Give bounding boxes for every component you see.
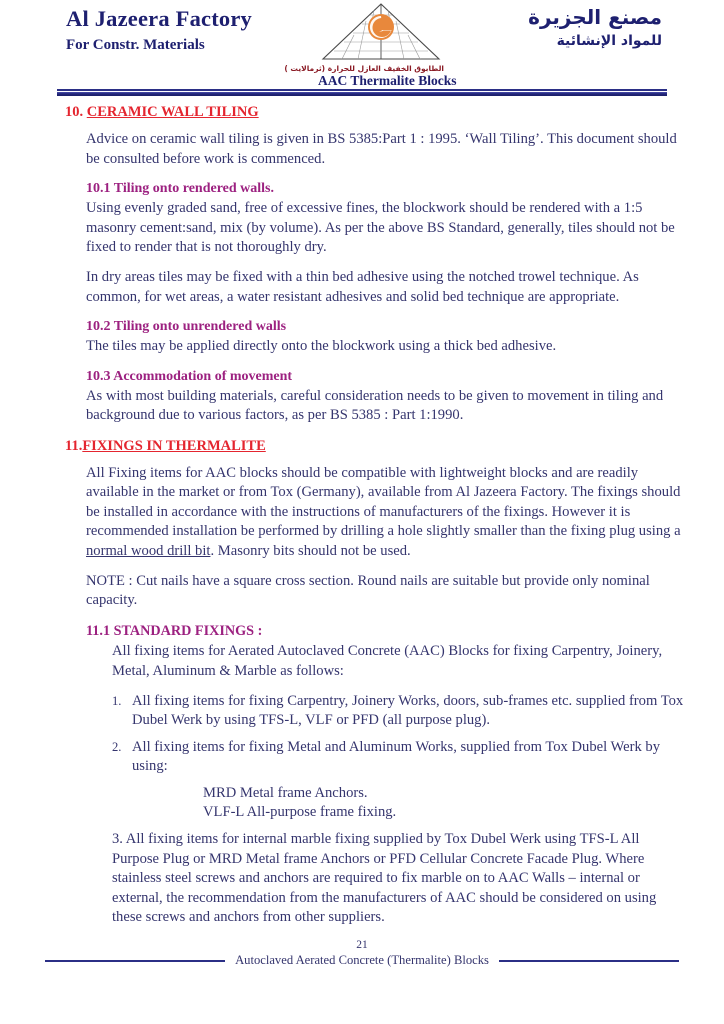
paragraph-dry-areas: In dry areas tiles may be fixed with a thin bed adhesive using the notched trowel technique. As common, for wet areas, a water resistant adhesives and solid bed technique are appropriate. xyxy=(86,269,639,305)
list-item-number: 2. xyxy=(112,739,122,754)
subheading-10-2: 10.2 Tiling onto unrendered walls xyxy=(86,319,287,335)
page-content xyxy=(0,103,724,927)
subheading-10-3: 10.3 Accommodation of movement xyxy=(86,368,293,384)
section-11-intro-part2: . Masonry bits should not be used. xyxy=(210,542,411,559)
list-item xyxy=(57,738,688,777)
page-footer xyxy=(0,939,724,968)
list-item-text: All fixing items for fixing Metal and Aluminum Works, supplied from Tox Dubel Werk by using: xyxy=(132,738,661,775)
subline-mrd: MRD Metal frame Anchors. xyxy=(203,784,368,801)
page-number: 21 xyxy=(356,939,368,952)
header-company-block xyxy=(66,6,252,54)
company-tagline-arabic: للمواد الإنشائية xyxy=(556,33,662,49)
subheading-10-1: 10.1 Tiling onto rendered walls. xyxy=(86,180,274,196)
standard-fixings-list xyxy=(57,692,688,777)
list-item-2-sublines xyxy=(57,784,688,823)
logo-arabic-caption: الطابوق الخفيف العازل للحرارة (ثرمالايت ) xyxy=(284,64,444,73)
paragraph-10-1: Using evenly graded sand, free of excessive fines, the blockwork should be rendered with a 1:5 masonry cement:sand, mix (by volume). As per the above BS Standard, generally, tiles should not be fixed to render that is not thoroughly dry. xyxy=(86,200,675,255)
footer-rule-right xyxy=(499,960,679,962)
footer-text: Autoclaved Aerated Concrete (Thermalite) Blocks xyxy=(235,953,489,967)
list-item-text: All fixing items for fixing Carpentry, Joinery Works, doors, sub-frames etc. supplied from Tox Dubel Werk by using TFS-L, VLF or PFD (all purpose plug). xyxy=(132,692,684,729)
section-11-intro-part1: All Fixing items for AAC blocks should be compatible with lightweight blocks and are readily available in the market or from Tox (Germany), available from Al Jazeera Factory. The fixings should be installed in accordance with the instructions of manufacturers of the fixings. However it is recommended installation be performed by drilling a hole slightly smaller than the fixing plug using a xyxy=(86,464,681,540)
paragraph-10-2: The tiles may be applied directly onto the blockwork using a thick bed adhesive. xyxy=(86,338,557,355)
section-10-title: CERAMIC WALL TILING xyxy=(86,104,259,120)
section-11-title: FIXINGS IN THERMALITE xyxy=(82,437,266,454)
header-divider xyxy=(57,89,667,97)
section-11-intro xyxy=(57,464,688,561)
section-11-note: NOTE : Cut nails have a square cross section. Round nails are suitable but provide only nominal capacity. xyxy=(86,572,650,609)
footer-row xyxy=(0,953,724,968)
section-11-intro-underlined: normal wood drill bit xyxy=(86,542,211,559)
footer-rule-left xyxy=(45,960,225,962)
list-item-3: 3. All fixing items for internal marble fixing supplied by Tox Dubel Werk using TFS-L All Purpose Plug or MRD Metal frame Anchors or PFD Cellular Concrete Facade Plug. Where stainless steel screws and anchors are required to fix marble on to AAC Walls – internal or external, the recommendation from the manufacturers of AAC should be considered on using these screws and anchors from other suppliers. xyxy=(112,831,657,926)
subline-vlf: VLF-L All-purpose frame fixing. xyxy=(203,804,397,821)
section-10-intro: Advice on ceramic wall tiling is given in BS 5385:Part 1 : 1995. ‘Wall Tiling’. This document should be consulted before work is commenced. xyxy=(86,131,677,167)
company-tagline: For Constr. Materials xyxy=(66,36,205,53)
section-10-number: 10. xyxy=(65,104,84,120)
header-arabic-block xyxy=(528,4,662,50)
list-item-number: 1. xyxy=(112,693,122,708)
paragraph-10-3: As with most building materials, careful consideration needs to be given to movement in tiling and background due to various factors, as per BS 5385 : Part 1:1990. xyxy=(86,387,664,424)
company-logo-block xyxy=(284,1,457,89)
logo-english-caption: AAC Thermalite Blocks xyxy=(318,73,457,88)
company-name-arabic: مصنع الجزيرة xyxy=(528,5,662,29)
company-name: Al Jazeera Factory xyxy=(66,6,253,31)
section-heading-11 xyxy=(57,437,688,455)
pyramid-logo-icon xyxy=(318,1,444,63)
list-item xyxy=(57,692,688,731)
section-11-number: 11. xyxy=(65,437,83,454)
paragraph-11-1: All fixing items for Aerated Autoclaved Concrete (AAC) Blocks for fixing Carpentry, Joinery, Metal, Aluminum & Marble as follows: xyxy=(112,643,663,679)
subheading-11-1: 11.1 STANDARD FIXINGS : xyxy=(86,622,263,639)
section-heading-10 xyxy=(57,103,688,121)
page-header xyxy=(0,0,724,88)
